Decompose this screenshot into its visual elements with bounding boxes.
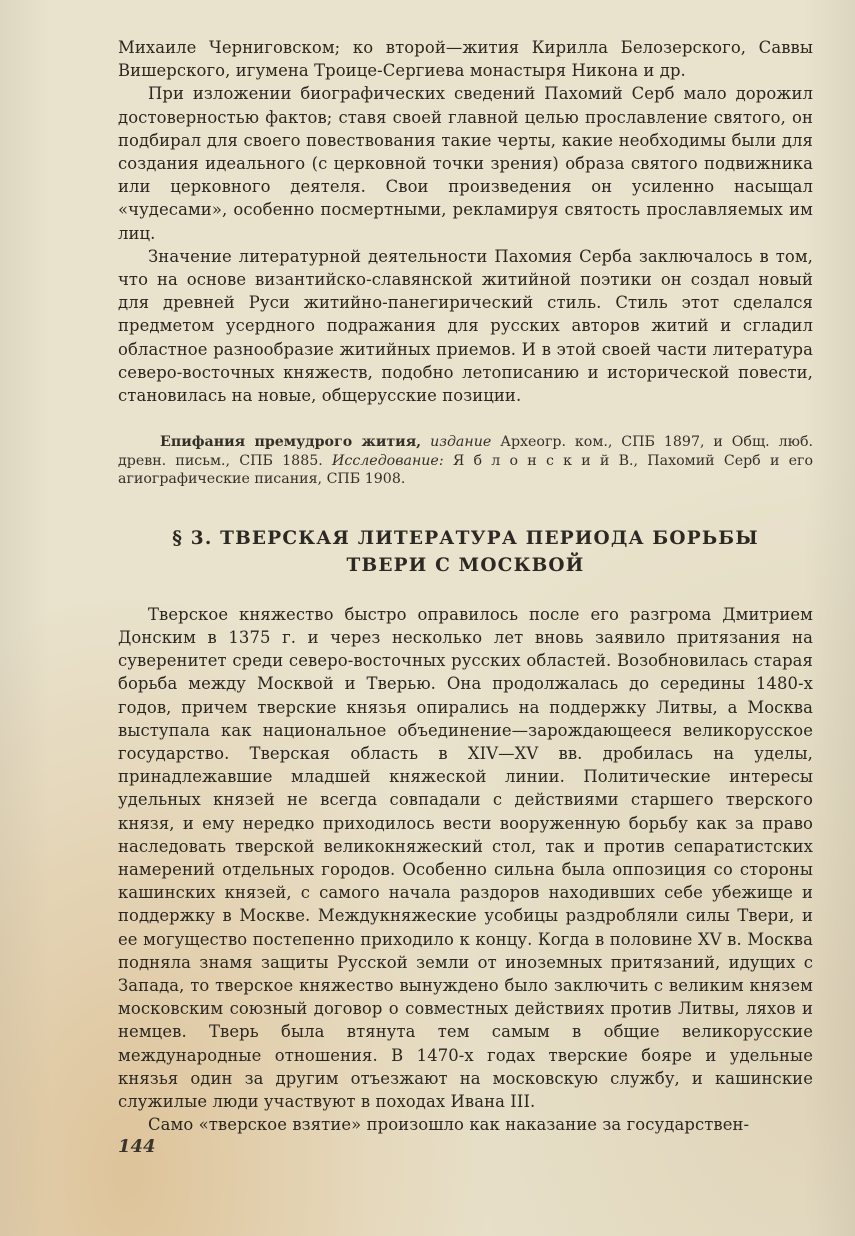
bibliography-note [118, 433, 813, 489]
paragraph-pachomius-significance: Значение литературной деятельности Пахомия Серба заключалось в том, что на основе византийско-славянской житийной поэтики он создал новый для древней Руси житийно-панегирический стиль. Стиль этот сделался предметом усердного подражания для русских авторов житий и сгладил областное разнообразие житийных приемов. И в этой своей части литература северо-восточных княжеств, подобно летописанию и исторической повести, становилась на новые, общерусские позиции. [118, 246, 813, 406]
section-heading-line-1: § 3. ТВЕРСКАЯ ЛИТЕРАТУРА ПЕРИОДА БОРЬБЫ [172, 527, 759, 549]
page-number: 144 [118, 1136, 156, 1157]
paragraph-pachomius-method: При изложении биографических сведений Пахомий Серб мало дорожил достоверностью фактов; ставя своей главной целью прославление святого, он подбирал для своего повествования такие черты, какие необходимы были для создания идеального (с церковной точки зрения) образа святого подвижника или церковного деятеля. Свои произведения он усиленно насыщал «чудесами», особенно посмертными, рекламируя святость прославляемых им лиц. [118, 84, 813, 243]
biblio-research-text: Я б л о н с к и й В., Пахомий Серб и его агиографические писания, СПБ 1908. [118, 452, 814, 488]
page-content [118, 36, 813, 1136]
paragraph-continuation: Михаиле Черниговском; ко второй—жития Кирилла Белозерского, Саввы Вишерского, игумена Троице-Сергиева монастыря Никона и др. [118, 38, 813, 81]
biblio-edition-text: Археогр. ком., СПБ 1897, и Общ. люб. древн. письм., СПБ 1885. [118, 434, 814, 469]
paragraph-tver-history: Тверское княжество быстро оправилось после его разгрома Дмитрием Донским в 1375 г. и через несколько лет вновь заявило притязания на суверенитет среди северо-восточных русских областей. Возобновилась старая борьба между Москвой и Тверью. Она продолжалась до середины 1480-х годов, причем тверские князья опирались на поддержку Литвы, а Москва выступала как национальное объединение—зарождающееся великорусское государство. Тверская область в XIV—XV вв. дробилась на уделы, принадлежавшие младшей княжеской линии. Политические интересы удельных князей не всегда совпадали с действиями старшего тверского князя, и ему нередко приходилось вести вооруженную борьбу как за право наследовать тверской великокняжеский стол, так и против сепаратистских намерений отдельных городов. Особенно сильна была оппозиция со стороны кашинских князей, с самого начала раздоров находивших себе убежище и поддержку в Москве. Междукняжеские усобицы раздробляли силы Твери, и ее могущество постепенно приходило к концу. Когда в половине XV в. Москва подняла знамя защиты Русской земли от иноземных притязаний, идущих с Запада, то тверское княжество вынуждено было заключить с великим князем московским союзный договор о совместных действиях против Литвы, ляхов и немцев. Тверь была втянута тем самым в общие великорусские международные отношения. В 1470-х годах тверские бояре и удельные князья один за другим отъезжают на московскую службу, и кашинские служилые люди участвуют в походах Ивана III. [118, 604, 813, 1112]
paragraph-tver-capture: Само «тверское взятие» произошло как наказание за государствен- [148, 1115, 750, 1135]
section-heading-line-2: ТВЕРИ С МОСКВОЙ [346, 554, 585, 576]
biblio-edition-label: издание [430, 434, 492, 451]
section-heading [118, 525, 813, 579]
biblio-title: Епифания премудрого жития, [160, 434, 422, 451]
biblio-research-label: Исследование: [332, 452, 444, 469]
